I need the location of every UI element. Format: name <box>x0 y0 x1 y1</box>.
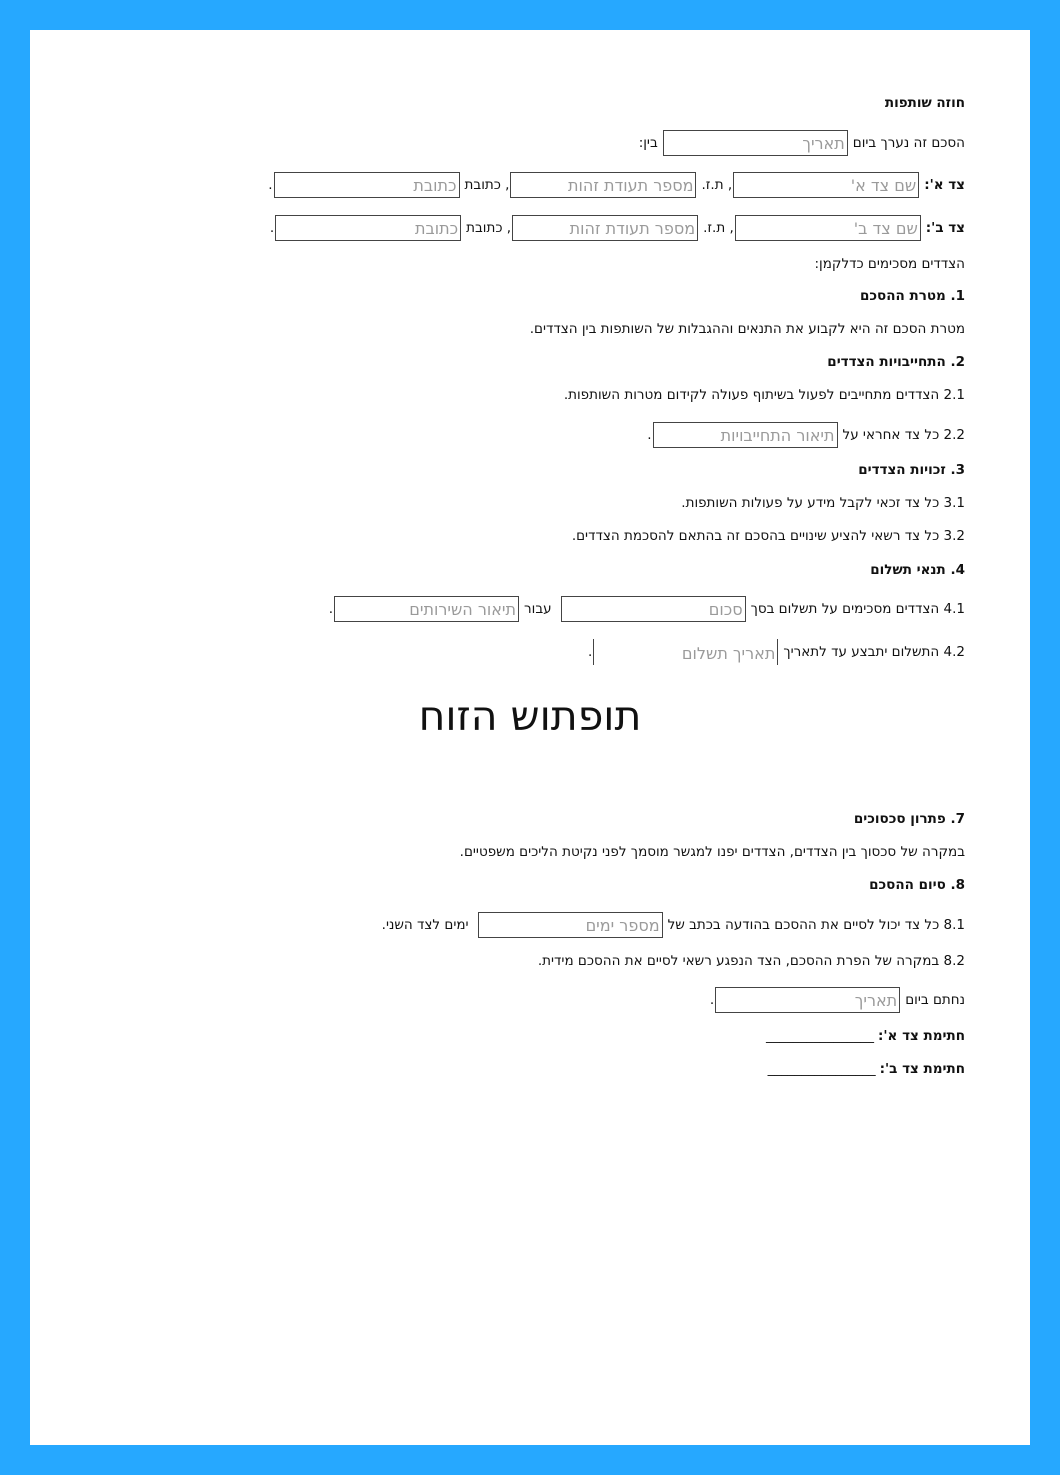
signed-prefix: נחתם ביום <box>905 992 965 1008</box>
clause-4-2 <box>588 639 965 665</box>
party-b-address-label: , כתובת <box>466 220 512 236</box>
clause-4-1 <box>329 596 965 622</box>
section-2-title-text: 2. התחייבויות הצדדים <box>827 354 965 370</box>
party-a-address-label: , כתובת <box>464 177 510 193</box>
agreement-date-field[interactable] <box>663 130 848 156</box>
signature-b-blank[interactable]: ________________ <box>767 1061 876 1077</box>
party-a-line <box>268 172 965 198</box>
section-1-title <box>860 288 965 304</box>
party-a-id-field[interactable] <box>510 172 696 198</box>
clause-2-1 <box>564 387 965 403</box>
obligations-description-field[interactable] <box>653 422 838 448</box>
intro-line <box>639 130 965 156</box>
party-a-label: צד א': <box>924 177 965 193</box>
clause-3-2-text: 3.2 כל צד רשאי להציע שינויים בהסכם זה בהתאם להסכמת הצדדים. <box>571 528 965 544</box>
signature-a-blank[interactable]: ________________ <box>766 1028 875 1044</box>
party-a-address-field[interactable] <box>274 172 460 198</box>
clause-8-2 <box>538 953 965 969</box>
section-7-text <box>460 844 965 860</box>
signature-a-line <box>766 1028 965 1044</box>
notice-days-field[interactable] <box>478 912 663 938</box>
agree-text-content: הצדדים מסכימים כדלקמן: <box>814 256 965 272</box>
agree-text <box>814 256 965 272</box>
section-1-text <box>530 321 965 337</box>
clause-2-1-text: 2.1 הצדדים מתחייבים לפעול בשיתוף פעולה לקידום מטרות השותפות. <box>563 387 965 403</box>
services-description-field[interactable] <box>334 596 519 622</box>
party-b-address-field[interactable] <box>275 215 461 241</box>
section-3-title-text: 3. זכויות הצדדים <box>858 462 965 478</box>
clause-8-2-text: 8.2 במקרה של הפרת ההסכם, הצד הנפגע רשאי לסיים את ההסכם מידית. <box>537 953 965 969</box>
clause-3-2 <box>572 528 965 544</box>
party-b-id-label: , ת.ז. <box>703 220 734 236</box>
contract-title <box>885 95 965 111</box>
contract-title-text: חוזה שותפות <box>884 95 965 111</box>
section-4-title-text: 4. תנאי תשלום <box>870 562 965 578</box>
intro-suffix: בין: <box>638 135 658 151</box>
section-7-text-content: במקרה של סכסוך בין הצדדים, הצדדים יפנו למגשר מוסמך לפני נקיטת הליכים משפטיים. <box>459 844 965 860</box>
section-8-title-text: 8. סיום ההסכם <box>869 877 965 893</box>
clause-8-1 <box>382 912 965 938</box>
clause-2-2 <box>647 422 965 448</box>
payment-amount-field[interactable] <box>561 596 746 622</box>
party-a-end: . <box>268 177 273 193</box>
section-2-title <box>827 354 965 370</box>
payment-date-field[interactable] <box>593 639 778 665</box>
party-a-id-label: , ת.ז. <box>701 177 733 193</box>
section-1-title-text: 1. מטרת ההסכם <box>860 288 965 304</box>
signature-a-label: חתימת צד א': <box>878 1028 965 1044</box>
clause-2-2-end: . <box>647 427 652 443</box>
clause-4-1-prefix: 4.1 הצדדים מסכימים על תשלום בסך <box>750 601 965 617</box>
signing-date-field[interactable] <box>715 987 900 1013</box>
section-7-title-text: 7. פתרון סכסוכים <box>853 811 965 827</box>
clause-2-2-prefix: 2.2 כל צד אחראי על <box>842 427 965 443</box>
signed-line <box>710 987 965 1013</box>
party-b-label: צד ב': <box>925 220 965 236</box>
overlay-title: תופתוש הזוח <box>418 692 642 740</box>
clause-8-1-suffix: ימים לצד השני. <box>381 917 469 933</box>
clause-3-1 <box>681 495 965 511</box>
section-1-text-content: מטרת הסכם זה היא לקבוע את התנאים וההגבלות של השותפות בין הצדדים. <box>529 321 965 337</box>
clause-4-1-middle: עבור <box>524 601 552 617</box>
section-7-title <box>854 811 965 827</box>
clause-3-1-text: 3.1 כל צד זכאי לקבל מידע על פעולות השותפות. <box>681 495 965 511</box>
signature-b-label: חתימת צד ב': <box>879 1061 965 1077</box>
signature-b-line <box>768 1061 965 1077</box>
intro-prefix: הסכם זה נערך ביום <box>852 135 965 151</box>
clause-4-2-end: . <box>588 644 593 660</box>
clause-8-1-prefix: 8.1 כל צד יכול לסיים את ההסכם בהודעה בכתב של <box>667 917 965 933</box>
clause-4-2-prefix: 4.2 התשלום יתבצע עד לתאריך <box>783 644 965 660</box>
party-a-name-field[interactable] <box>733 172 919 198</box>
section-8-title <box>869 877 965 893</box>
party-b-id-field[interactable] <box>512 215 698 241</box>
party-b-end: . <box>269 220 275 236</box>
party-b-line <box>270 215 965 241</box>
clause-4-1-end: . <box>328 601 334 617</box>
signed-end: . <box>709 992 715 1008</box>
party-b-name-field[interactable] <box>735 215 921 241</box>
section-3-title <box>858 462 965 478</box>
section-4-title <box>870 562 965 578</box>
